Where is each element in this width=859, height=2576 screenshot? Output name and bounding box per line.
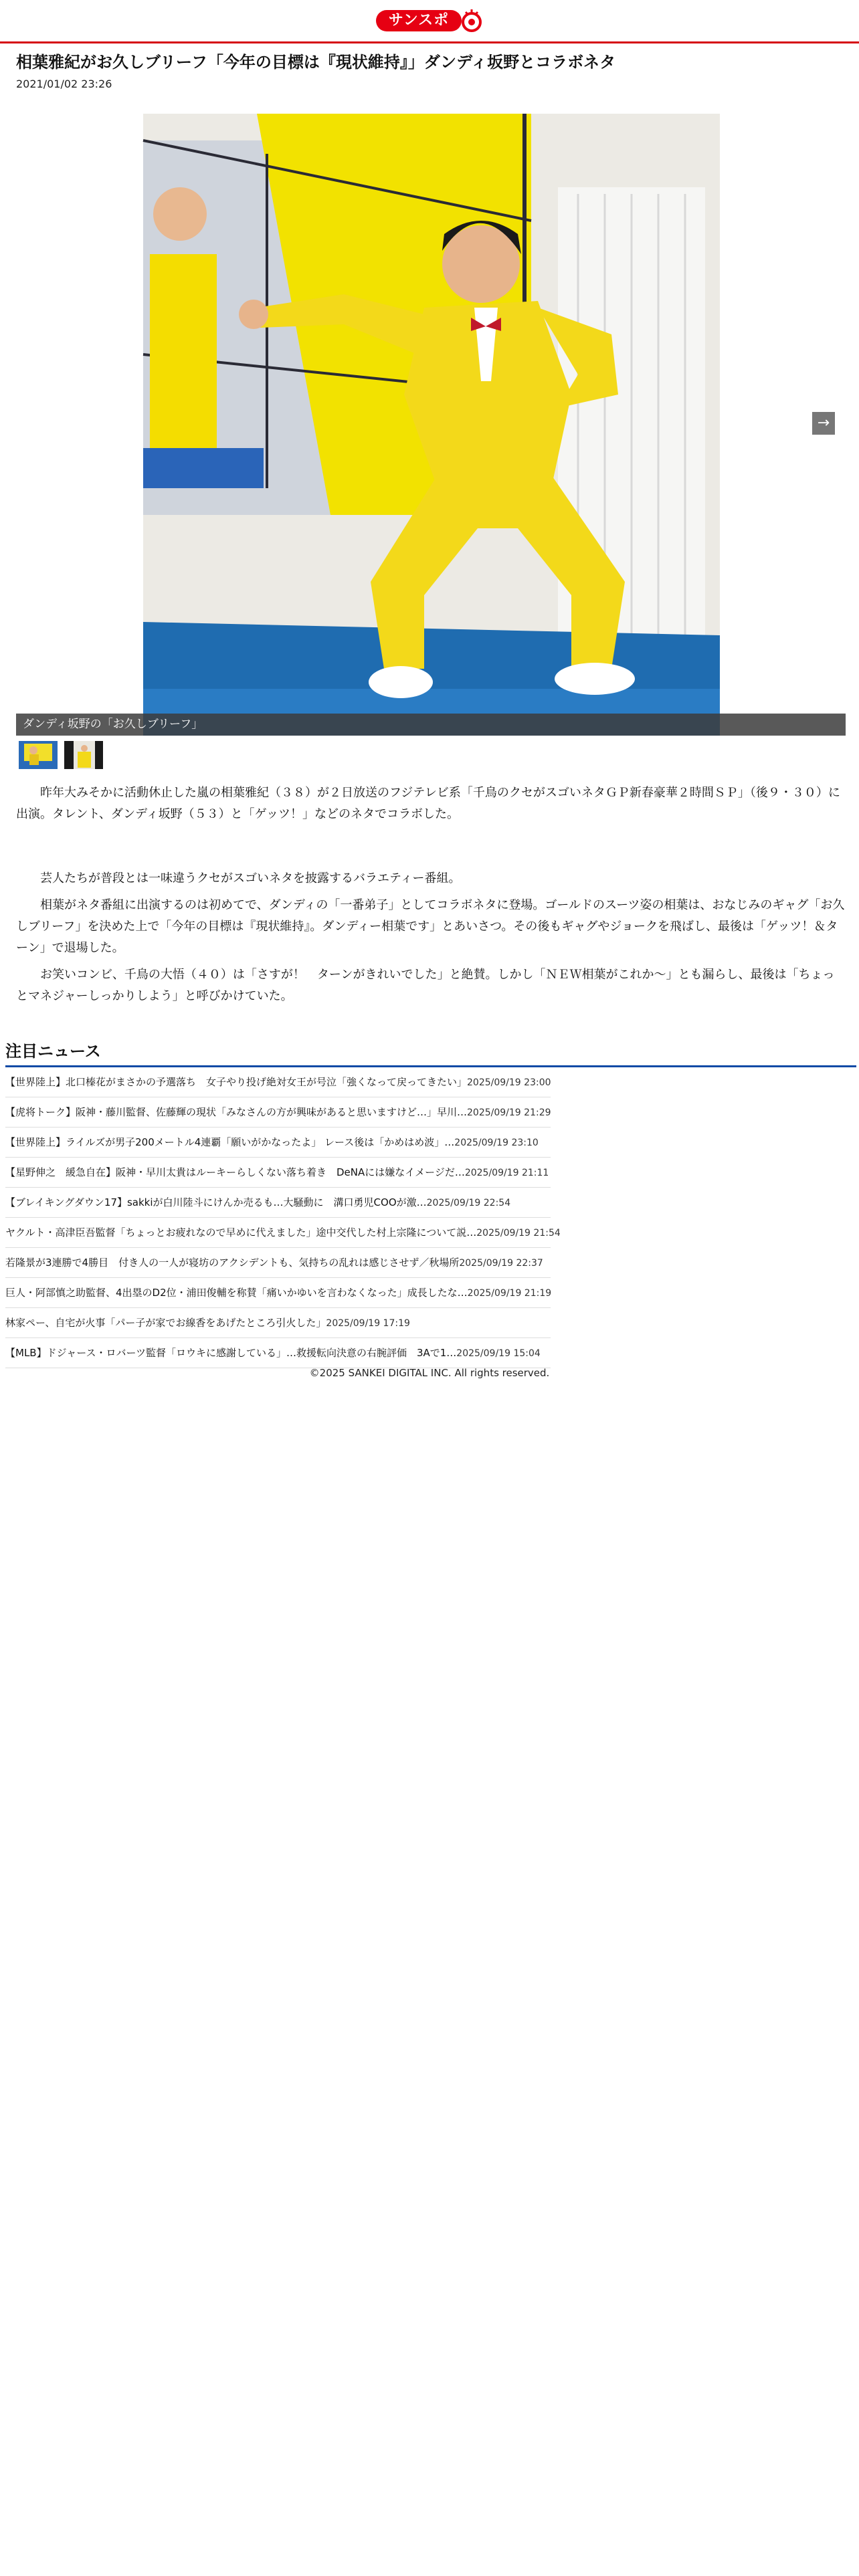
featured-news-heading: 注目ニュース: [5, 1038, 856, 1067]
photo-illustration: [143, 114, 720, 736]
thumbnail-1[interactable]: [19, 741, 58, 769]
news-item-date: 2025/09/19 21:29: [467, 1107, 551, 1118]
thumbnail-2-image: [64, 741, 103, 769]
news-item[interactable]: [5, 1128, 551, 1158]
news-item[interactable]: [5, 1067, 551, 1097]
news-item[interactable]: [5, 1188, 551, 1218]
news-item-date: 2025/09/19 15:04: [456, 1348, 541, 1359]
news-item-title[interactable]: 【世界陸上】北口榛花がまさかの予選落ち 女子やり投げ絶対女王が号泣「強くなって戻ってきたい」: [5, 1076, 468, 1088]
news-item-date: 2025/09/19 22:37: [459, 1258, 543, 1269]
article-body: [16, 782, 846, 1007]
news-item[interactable]: [5, 1338, 551, 1368]
footer-copyright: ©2025 SANKEI DIGITAL INC. All rights reserved.: [309, 1367, 550, 1379]
next-photo-button[interactable]: [812, 412, 835, 435]
news-item-title[interactable]: 【ブレイキングダウン17】sakkiが白川陸斗にけんか売るも…大騒動に 溝口勇児COOが激…: [5, 1196, 427, 1208]
news-item-title[interactable]: 【MLB】ドジャース・ロバーツ監督「ロウキに感謝している」…救援転向決意の右腕評価 3Aで1…: [5, 1347, 457, 1359]
thumbnail-1-image: [19, 741, 58, 769]
news-item-title[interactable]: 巨人・阿部慎之助監督、4出塁のD2位・浦田俊輔を称賛「痛いかゆいを言わなくなった」成長したな…: [5, 1287, 468, 1299]
logo-text: サンスポ: [376, 10, 462, 31]
photo-gallery: [16, 114, 846, 736]
article-paragraph: 昨年大みそかに活動休止した嵐の相葉雅紀（３８）が２日放送のフジテレビ系「千鳥のクセがスゴいネタＧＰ新春豪華２時間ＳＰ」（後９・３０）に出演。タレント、ダンディ坂野（５３）と「ゲッツ！」などのネタでコラボした。: [16, 786, 840, 821]
news-item-date: 2025/09/19 23:10: [454, 1138, 539, 1148]
article-title: 相葉雅紀がお久しブリーフ「今年の目標は『現状維持』」ダンディ坂野とコラボネタ: [16, 53, 616, 72]
arrow-right-icon: →: [817, 415, 830, 431]
news-item[interactable]: [5, 1158, 551, 1188]
news-item-title[interactable]: 林家ペー、自宅が火事「パー子が家でお線香をあげたところ引火した」: [5, 1317, 326, 1329]
news-item[interactable]: [5, 1248, 551, 1278]
article-paragraph: 芸人たちが普段とは一味違うクセがスゴいネタを披露するバラエティー番組。: [40, 871, 461, 885]
news-item-title[interactable]: 若隆景が3連勝で4勝目 付き人の一人が寝坊のアクシデントも、気持ちの乱れは感じさせず／秋場所: [5, 1257, 460, 1269]
article-spacer: [16, 825, 846, 868]
news-item-date: 2025/09/19 21:54: [476, 1228, 561, 1239]
news-item-title[interactable]: 【世界陸上】ライルズが男子200メートル4連覇「願いがかなったよ」 レース後は「かめはめ波」…: [5, 1136, 455, 1148]
article-paragraph: 相葉がネタ番組に出演するのは初めてで、ダンディの「一番弟子」としてコラボネタに登場。ゴールドのスーツ姿の相葉は、おなじみのギャグ「お久しブリーフ」を決めた上で「今年の目標は『現状維持』。ダンディー相葉です」とあいさつ。その後もギャグやジョークを飛ばし、最後は「ゲッツ！＆ターン」で退場した。: [16, 898, 845, 955]
logo-eye-icon: [460, 8, 483, 33]
article-photo: [143, 114, 720, 736]
news-item[interactable]: [5, 1097, 551, 1128]
news-list: [5, 1067, 856, 1368]
news-item[interactable]: [5, 1218, 561, 1248]
news-item[interactable]: [5, 1308, 551, 1338]
news-item-date: 2025/09/19 22:54: [426, 1198, 511, 1208]
news-item-date: 2025/09/19 21:11: [464, 1168, 549, 1178]
news-item-date: 2025/09/19 17:19: [326, 1318, 410, 1329]
thumbnail-2[interactable]: [64, 741, 103, 769]
featured-news: [5, 1038, 856, 1368]
news-item-date: 2025/09/19 23:00: [467, 1077, 551, 1088]
article-date: 2021/01/02 23:26: [16, 78, 112, 90]
news-item-date: 2025/09/19 21:19: [467, 1288, 552, 1299]
article-paragraph: お笑いコンビ、千鳥の大悟（４０）は「さすが！ ターンがきれいでした」と絶賛。しかし「ＮＥＷ相葉がこれか～」とも漏らし、最後は「ちょっとマネジャーしっかりしよう」と呼びかけていた。: [16, 968, 835, 1003]
news-item-title[interactable]: 【星野伸之 緩急自在】阪神・早川太貴はルーキーらしくない落ち着き DeNAには嫌なイメージだ…: [5, 1166, 465, 1178]
news-item[interactable]: [5, 1278, 551, 1308]
sanspo-logo[interactable]: [376, 8, 483, 33]
photo-caption: ダンディ坂野の「お久しブリーフ」: [16, 714, 846, 736]
news-item-title[interactable]: ヤクルト・高津臣吾監督「ちょっとお疲れなので早めに代えました」途中交代した村上宗隆について説…: [5, 1226, 477, 1239]
site-header: [0, 0, 859, 43]
news-item-title[interactable]: 【虎将トーク】阪神・藤川監督、佐藤輝の現状「みなさんの方が興味があると思いますけど…」早川…: [5, 1106, 468, 1118]
